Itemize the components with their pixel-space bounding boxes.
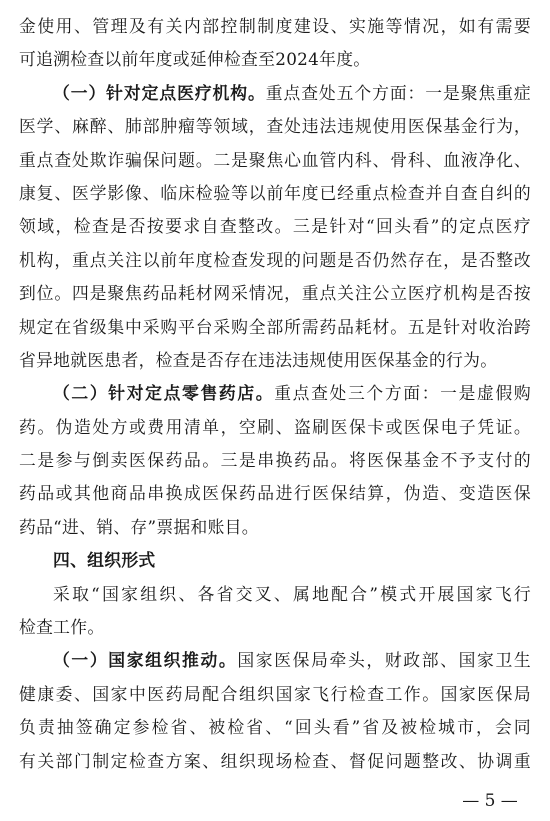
- line-text: 采取“国家组织、各省交叉、属地配合”模式开展国家飞行: [53, 583, 531, 604]
- line-text: 规定在省级集中采购平台采购全部所需药品耗材。五是针对收治跨: [19, 316, 531, 337]
- paragraph-line: [19, 177, 531, 210]
- line-text: 领域，检查是否按要求自查整改。三是针对“回头看”的定点医疗: [19, 216, 531, 237]
- line-text: 康复、医学影像、临床检验等以前年度已经重点检查并自查自纠的: [19, 182, 531, 203]
- line-text: 二是参与倒卖医保药品。三是串换药品。将医保基金不予支付的: [19, 450, 531, 471]
- paragraph-line: [19, 10, 531, 43]
- paragraph-line: [19, 277, 531, 310]
- paragraph-line: [19, 644, 531, 677]
- line-text: 检查工作。: [19, 617, 105, 638]
- paragraph-line: [19, 144, 531, 177]
- paragraph-line: [19, 444, 531, 477]
- paragraph-line: [19, 477, 531, 510]
- paragraph-line: [19, 711, 531, 744]
- paragraph-line: [19, 244, 531, 277]
- paragraph-line: [19, 43, 531, 76]
- paragraph-line: [19, 678, 531, 711]
- paragraph-line: [19, 411, 531, 444]
- line-text: 健康委、国家中医药局配合组织国家飞行检查工作。国家医保局: [19, 683, 531, 704]
- body-text: [19, 10, 531, 778]
- line-text: 可追溯检查以前年度或延伸检查至2024年度。: [19, 49, 371, 70]
- paragraph-line: [19, 611, 531, 644]
- line-text: 有关部门制定检查方案、组织现场检查、督促问题整改、协调重: [19, 750, 531, 771]
- line-text: 金使用、管理及有关内部控制制度建设、实施等情况，如有需要: [19, 16, 531, 36]
- section-heading-text: 四、组织形式: [53, 550, 156, 571]
- paragraph-line: [19, 745, 531, 778]
- line-text: 医学、麻醉、肺部肿瘤等领域，查处违法违规使用医保基金行为，: [19, 116, 531, 137]
- page-number: — 5 —: [462, 791, 518, 811]
- subsection-lead: （一）国家组织推动。: [53, 650, 238, 671]
- paragraph-line: [19, 210, 531, 243]
- subsection-lead: （二）针对定点零售药店。: [53, 383, 275, 404]
- line-text: 机构，重点关注以前年度检查发现的问题是否仍然存在，是否整改: [19, 249, 531, 270]
- paragraph-line: [19, 344, 531, 377]
- paragraph-line: [19, 77, 531, 110]
- line-text: 国家医保局牵头，财政部、国家卫生: [237, 650, 531, 671]
- line-text: 省异地就医患者，检查是否存在违法违规使用医保基金的行为。: [19, 349, 498, 370]
- subsection-lead: （一）针对定点医疗机构。: [53, 82, 266, 103]
- line-text: 到位。四是聚焦药品耗材网采情况，重点关注公立医疗机构是否按: [19, 283, 531, 304]
- line-text: 重点查处五个方面：一是聚焦重症: [265, 82, 531, 103]
- paragraph-line: [19, 110, 531, 143]
- paragraph-line: [19, 578, 531, 611]
- line-text: 负责抽签确定参检省、被检省、“回头看”省及被检城市，会同: [19, 717, 531, 738]
- line-text: 药。伪造处方或费用清单，空刷、盗刷医保卡或医保电子凭证。: [19, 416, 531, 437]
- paragraph-line: [19, 511, 531, 544]
- line-text: 重点查处三个方面：一是虚假购: [274, 383, 531, 404]
- paragraph-line: [19, 377, 531, 410]
- line-text: 药品“进、销、存”票据和账目。: [19, 516, 259, 537]
- line-text: 重点查处欺诈骗保问题。二是聚焦心血管内科、骨科、血液净化、: [19, 149, 531, 170]
- section-heading: [19, 544, 531, 577]
- line-text: 药品或其他商品串换成医保药品进行医保结算，伪造、变造医保: [19, 483, 531, 504]
- paragraph-line: [19, 311, 531, 344]
